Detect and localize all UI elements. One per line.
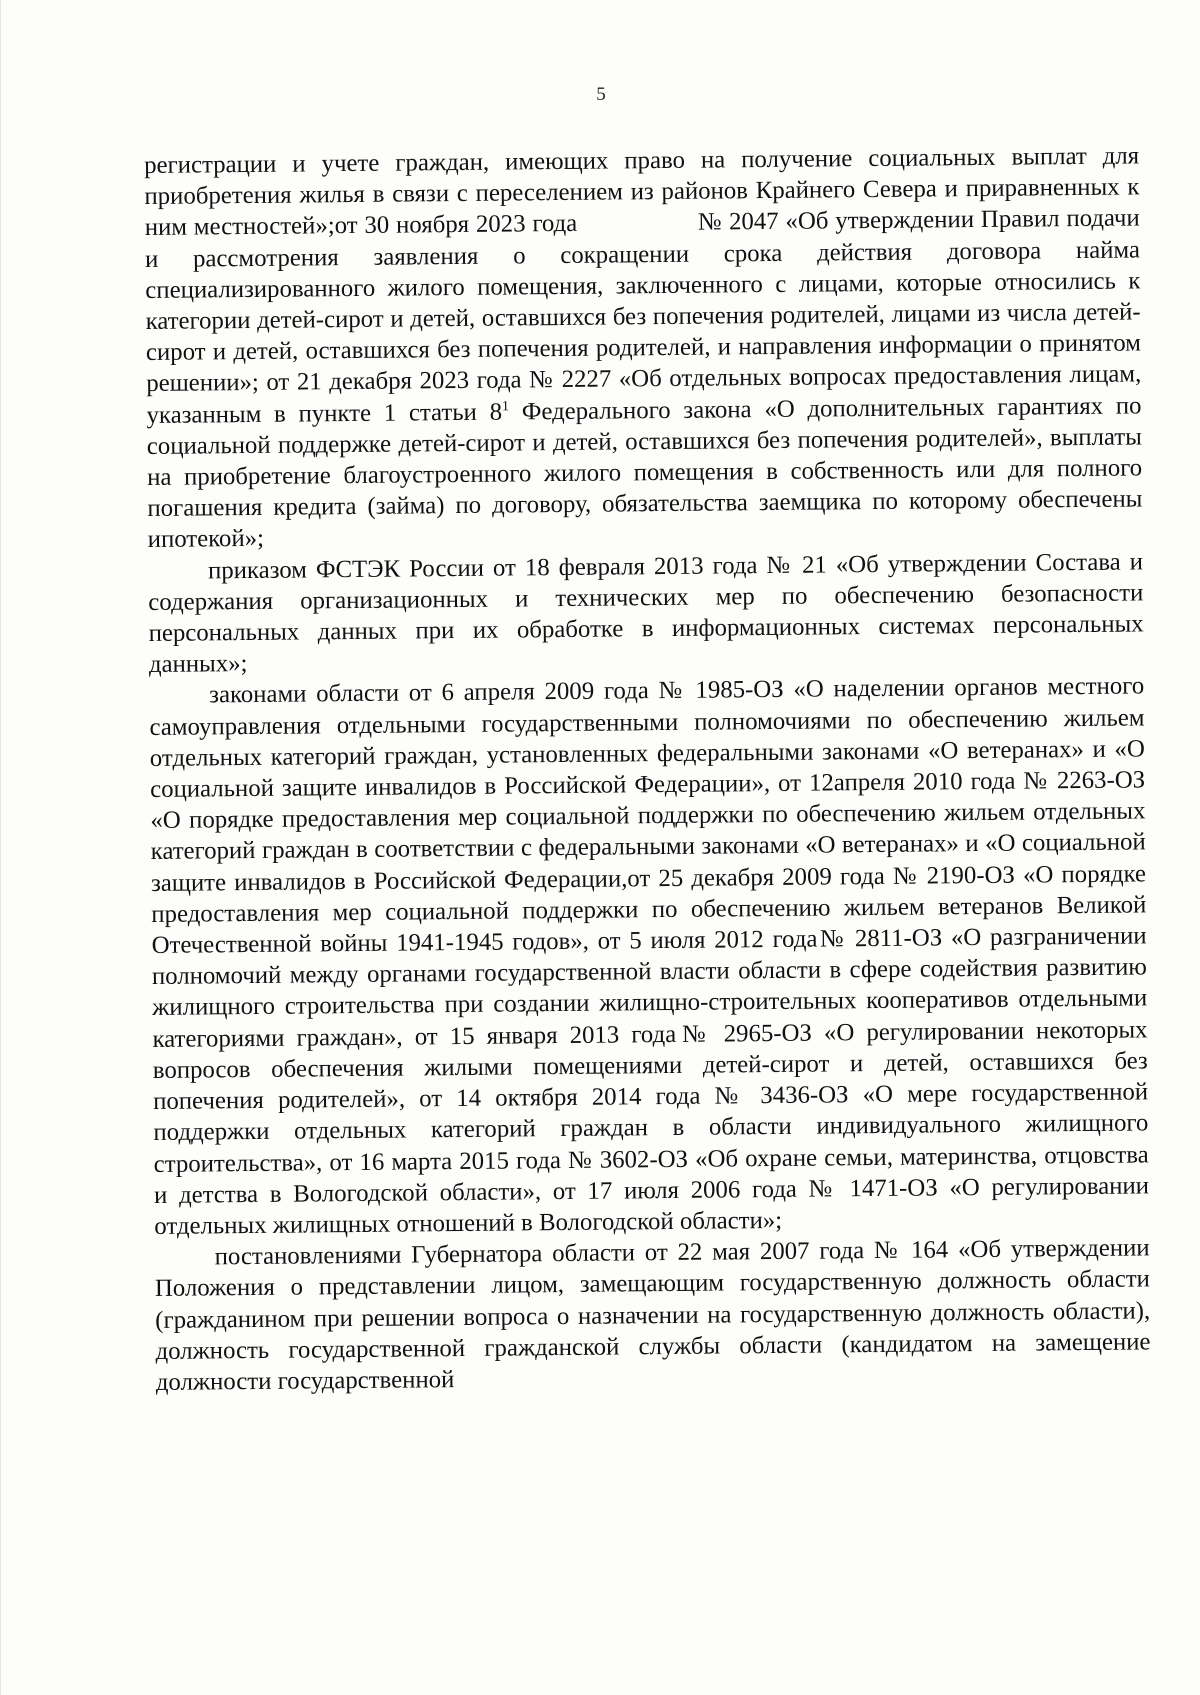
paragraph-regional-laws: законами области от 6 апреля 2009 года № 1985-ОЗ «О наделении органов местного самоуправления отдельными государственными полномочиями по обеспечению жильем отдельных категорий граждан, установленных федеральными законами «О ветеранах» и «О социальной защите инвалидов в Российской Федерации», от 12апреля 2010 года № 2263-ОЗ «О порядке предоставления мер социальной поддержки по обеспечению жильем отдельных категорий граждан в соответствии с федеральными законами «О ветеранах» и «О социальной защите инвалидов в Российской Федерации,от 25 декабря 2009 года № 2190-ОЗ «О порядке предоставления мер социальной поддержки по обеспечению жильем ветеранов Великой Отечественной войны 1941-1945 годов», от 5 июля 2012 года№ 2811-ОЗ «О разграничении полномочий между органами государственной власти области в сфере содействия развитию жилищного строительства при создании жилищно-строительных кооперативов отдельными категориями граждан», от 15 января 2013 года№ 2965-ОЗ «О регулировании некоторых вопросов обеспечения жилыми помещениями детей-сирот и детей, оставшихся без попечения родителей», от 14 октября 2014 года № 3436-ОЗ «О мере государственной поддержки отдельных категорий граждан в области индивидуального жилищного строительства», от 16 марта 2015 года № 3602-ОЗ «Об охране семьи, материнства, отцовства и детства в Вологодской области», от 17 июля 2006 года № 1471-ОЗ «О регулировании отдельных жилищных отношений в Вологодской области»; (149, 672, 1150, 1240)
superscript-index: 1 (501, 398, 510, 414)
paragraph-continued-decrees (144, 140, 1143, 555)
document-body (144, 140, 1151, 1398)
tab-gap (577, 230, 697, 231)
paragraph-governor-decrees: постановлениями Губернатора области от 22 мая 2007 года № 164 «Об утверждении Положения о представлении лицом, замещающим государственную должность области (гражданином при решении вопроса о назначении на государственную должность области), должность государственной гражданской службы области (кандидатом на замещение должности государственной (154, 1234, 1151, 1396)
page-number: 5 (596, 84, 606, 105)
paragraph-text: № 2047 «Об утверждении Правил подачи и рассмотрения заявления о сокращении срока действия договора найма специализированного жилого помещения, заключенного с лицами, которые относились к категории детей-сирот и детей, оставшихся без попечения родителей, лицами из числа детей-сирот и детей, оставшихся без попечения родителей, и направления информации о принятом решении»; от 21 декабря 2023 года № 2227 «Об отдельных вопросах предоставления лицам, указанным в пункте 1 статьи 8 (144, 204, 1142, 429)
paragraph-text: Федерального закона «О дополнительных гарантиях по социальной поддержке детей-сирот и детей, оставшихся без попечения родителей», выплаты на приобретение благоустроенного жилого помещения в собственность или для полного погашения кредита (займа) по договору, обязательства заемщика по которому обеспечены ипотекой»; (146, 392, 1143, 554)
paragraph-fstek-order: приказом ФСТЭК России от 18 февраля 2013 года № 21 «Об утверждении Состава и содержания организационных и технических мер по обеспечению безопасности персональных данных при их обработке в информационных системах персональных данных»; (148, 548, 1144, 679)
paragraph-text: регистрации и учете граждан, имеющих право на получение социальных выплат для приобретения жилья в связи с переселением из районов Крайнего Севера и приравненных к ним местностей»;от 30 ноября 2023 года (144, 142, 1140, 242)
